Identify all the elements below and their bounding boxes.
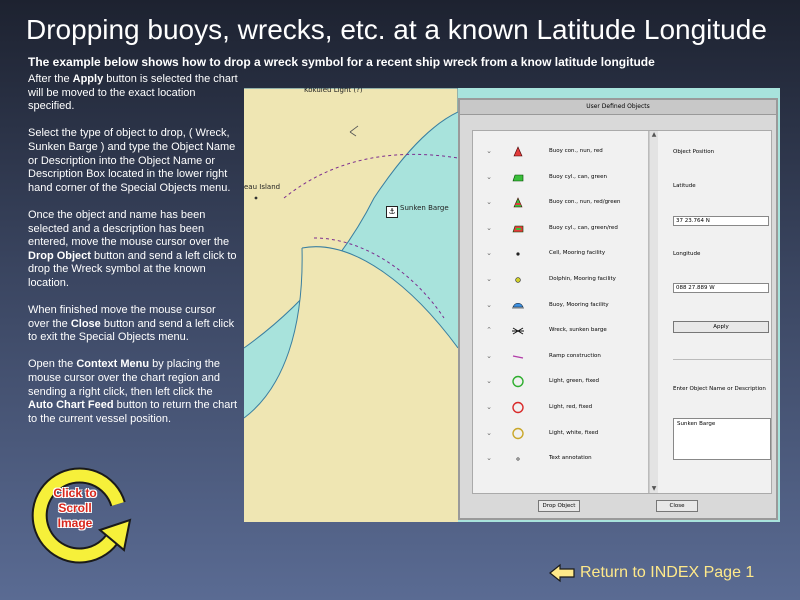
object-list-item-label: Buoy cyl., can, green/red [549, 224, 618, 231]
object-list-item-label: Buoy cyl., can, green [549, 173, 607, 180]
object-list-item[interactable] [473, 446, 648, 471]
object-list-item-label: Light, white, fixed [549, 429, 599, 436]
green-can-buoy-icon [511, 171, 525, 184]
wreck-icon[interactable]: ⚓ [386, 206, 398, 218]
object-list-item[interactable] [473, 369, 648, 394]
chart-screenshot[interactable] [244, 88, 780, 522]
chart-graphic [244, 88, 458, 522]
red-cone-buoy-icon [511, 145, 525, 158]
object-name-label: Enter Object Name or Description [673, 386, 766, 392]
close-button[interactable]: Close [656, 500, 698, 512]
object-list-item[interactable] [473, 293, 648, 318]
text-annotation-icon [511, 452, 525, 465]
object-list-item[interactable] [473, 190, 648, 215]
chevron-icon: ⌄ [486, 249, 492, 258]
red-light-icon [511, 401, 525, 414]
object-position-label: Object Position [673, 149, 715, 155]
wreck-label: Sunken Barge [400, 204, 449, 212]
object-type-list[interactable] [473, 131, 649, 493]
object-list-item[interactable] [473, 344, 648, 369]
object-list-item-label: Cell, Mooring facility [549, 250, 606, 257]
object-list-item-label: Buoy, Mooring facility [549, 301, 609, 308]
object-list-item[interactable] [473, 165, 648, 190]
ramp-icon [511, 350, 525, 363]
object-list-item[interactable] [473, 139, 648, 164]
chevron-icon: ⌄ [486, 403, 492, 411]
object-list-item[interactable] [473, 241, 648, 266]
white-light-icon [511, 427, 525, 440]
chevron-icon: ⌄ [486, 147, 492, 155]
instruction-context-menu: Open the Context Menu by placing the mouse cursor over the chart region and sending a right click, then left click the Auto Chart Feed button to return the chart to the current vessel position. [28, 358, 238, 425]
object-list-item[interactable] [473, 318, 648, 343]
instruction-apply: After the Apply button is selected the chart will be moved to the exact location specified. [28, 73, 238, 113]
chevron-icon: ⌄ [486, 454, 492, 463]
chevron-icon: ⌄ [486, 300, 492, 309]
chevron-icon: ⌄ [486, 351, 492, 360]
chart-top-label: Kokuleu Light (?) [304, 88, 363, 94]
panel-divider [673, 359, 771, 360]
object-list-item[interactable] [473, 395, 648, 420]
object-list-item[interactable] [473, 267, 648, 292]
user-defined-objects-dialog [458, 98, 778, 520]
mooring-cell-icon [511, 247, 525, 260]
island-label: eau Island [244, 183, 281, 191]
object-list-item-label: Buoy con., nun, red [549, 148, 603, 154]
object-list-item-label: Light, green, fixed [549, 378, 600, 385]
left-arrow-icon [548, 563, 576, 583]
object-position-panel [673, 131, 773, 493]
scroll-image-label[interactable]: Click to Scroll Image [53, 486, 97, 530]
dialog-title: User Defined Objects [460, 100, 776, 115]
chevron-icon: ⌄ [486, 172, 492, 181]
object-list-item-label: Dolphin, Mooring facility [549, 276, 616, 282]
green-light-icon [511, 375, 525, 388]
object-list-item[interactable] [473, 421, 648, 446]
green-red-can-buoy-icon [511, 222, 525, 235]
dolphin-icon [511, 273, 525, 286]
instructions-panel [28, 73, 240, 440]
dialog-body [472, 130, 772, 494]
page-subtitle: The example below shows how to drop a wreck symbol for a recent ship wreck from a know latitude longitude [28, 55, 655, 69]
chevron-icon: ⌄ [486, 275, 492, 283]
longitude-label: Longitude [673, 251, 701, 257]
object-list-item[interactable] [473, 216, 648, 241]
nautical-chart[interactable] [244, 88, 458, 522]
chevron-icon: ⌄ [486, 428, 492, 437]
longitude-field[interactable]: 088 27.889 W [673, 283, 769, 293]
scroll-up-icon[interactable]: ▲ [651, 131, 657, 138]
object-list-item-label: Light, red, fixed [549, 404, 593, 410]
return-to-index-label: Return to INDEX Page 1 [580, 564, 755, 581]
instruction-select-object: Select the type of object to drop, ( Wreck, Sunken Barge ) and type the Object Name or Description into the Object Name or Description Box located in the lower right hand corner of the Special Objects menu. [28, 127, 236, 194]
wreck-icon [511, 324, 525, 337]
instruction-drop-object: Once the object and name has been selected and a description has been entered, move the mouse cursor over the Drop Object button and send a left click to drop the Wreck symbol at the known location. [28, 208, 237, 289]
chevron-icon: ⌄ [486, 198, 492, 207]
latitude-label: Latitude [673, 183, 696, 189]
chevron-icon: ⌄ [486, 377, 492, 386]
object-list-item-label: Text annotation [549, 455, 592, 462]
return-to-index-link[interactable] [548, 562, 788, 584]
mooring-buoy-icon [511, 299, 525, 312]
instruction-close: When finished move the mouse cursor over the Close button and send a left click to exit the Special Objects menu. [28, 304, 235, 344]
scroll-down-icon[interactable]: ▼ [651, 485, 657, 492]
chevron-icon: ⌄ [486, 223, 492, 232]
latitude-field[interactable]: 37 23.764 N [673, 216, 769, 226]
object-list-item-label: Buoy con., nun, red/green [549, 199, 621, 206]
object-list-item-label: Wreck, sunken barge [549, 327, 607, 334]
object-list-item-label: Ramp construction [549, 352, 601, 359]
object-name-field[interactable]: Sunken Barge [673, 418, 771, 460]
red-green-cone-buoy-icon [511, 196, 525, 209]
apply-button[interactable]: Apply [673, 321, 769, 333]
page-title: Dropping buoys, wrecks, etc. at a known Latitude Longitude [26, 14, 767, 45]
chevron-icon: ⌃ [486, 326, 492, 335]
drop-object-button[interactable]: Drop Object [538, 500, 580, 512]
object-list-scrollbar[interactable] [649, 131, 658, 493]
